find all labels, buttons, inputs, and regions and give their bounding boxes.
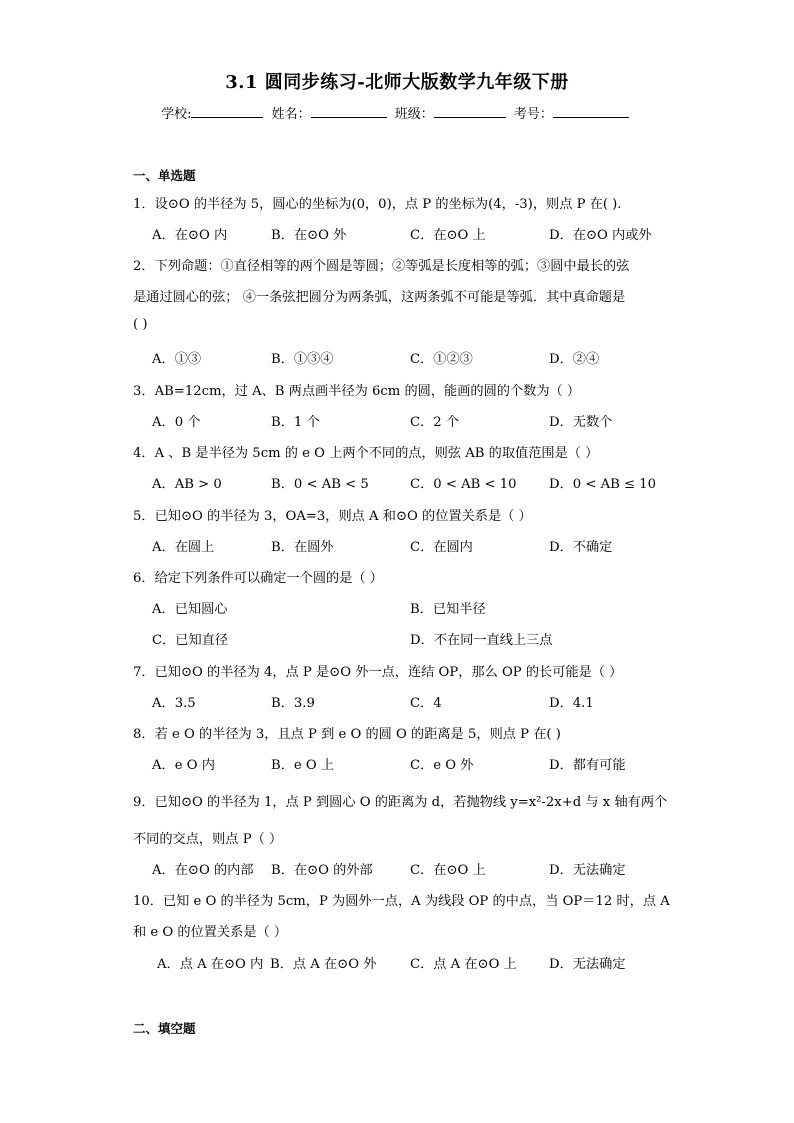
question-9-option-b[interactable]: B．在⊙O 的外部 — [271, 863, 373, 878]
question-10-stem-line-2: 和 e O 的位置关系是（ ） — [133, 925, 288, 940]
question-10-option-a[interactable]: A．点 A 在⊙O 内 — [157, 957, 264, 972]
question-6-option-c[interactable]: C．已知直径 — [152, 633, 229, 648]
question-2-stem-line-1: 2．下列命题：①直径相等的两个圆是等圆；②等弧是长度相等的弧；③圆中最长的弦 — [133, 259, 630, 274]
question-8-option-a[interactable]: A．e O 内 — [152, 758, 215, 773]
question-4-option-d[interactable]: D．0 < AB ≤ 10 — [549, 477, 657, 492]
question-7-option-c[interactable]: C．4 — [410, 696, 442, 711]
question-6-option-b[interactable]: B．已知半径 — [410, 602, 486, 617]
section-heading-fill-in: 二、填空题 — [133, 1021, 196, 1036]
question-9-option-d[interactable]: D．无法确定 — [549, 863, 626, 878]
question-4-stem: 4．A 、B 是半径为 5cm 的 e O 上两个不同的点，则弦 AB 的取值范围是（ ） — [133, 446, 599, 461]
question-6-stem: 6．给定下列条件可以确定一个圆的是（ ） — [133, 571, 383, 586]
question-2-stem-line-3: ( ) — [133, 317, 148, 332]
question-2-option-a[interactable]: A．①③ — [152, 352, 202, 367]
question-7-option-b[interactable]: B．3.9 — [271, 696, 315, 711]
question-4-option-a[interactable]: A．AB > 0 — [152, 477, 222, 492]
question-3-stem: 3．AB=12cm，过 A、B 两点画半径为 6cm 的圆，能画的圆的个数为（ ） — [133, 384, 581, 399]
question-7-option-d[interactable]: D．4.1 — [549, 696, 594, 711]
question-7-stem: 7．已知⊙O 的半径为 4，点 P 是⊙O 外一点，连结 OP，那么 OP 的长可能是（ ） — [133, 665, 623, 680]
question-2-option-d[interactable]: D．②④ — [549, 352, 600, 367]
question-3-option-a[interactable]: A．0 个 — [152, 415, 201, 430]
question-1-option-c[interactable]: C．在⊙O 上 — [410, 228, 486, 243]
question-4-option-c[interactable]: C．0 < AB < 10 — [410, 477, 517, 492]
name-label: 姓名： — [271, 107, 311, 122]
question-1-option-b[interactable]: B．在⊙O 外 — [271, 228, 347, 243]
question-10-option-d[interactable]: D．无法确定 — [549, 957, 626, 972]
question-1-option-d[interactable]: D．在⊙O 内或外 — [549, 228, 652, 243]
question-5-stem: 5．已知⊙O 的半径为 3，OA=3，则点 A 和⊙O 的位置关系是（ ） — [133, 509, 532, 524]
question-5-option-b[interactable]: B．在圆外 — [271, 540, 334, 555]
question-8-option-c[interactable]: C．e O 外 — [410, 758, 474, 773]
question-5-option-d[interactable]: D．不确定 — [549, 540, 613, 555]
class-blank[interactable] — [434, 105, 506, 118]
number-blank[interactable] — [553, 105, 629, 118]
question-2-stem-line-2: 是通过圆心的弦； ④一条弦把圆分为两条弧，这两条弧不可能是等弧．其中真命题是 — [133, 290, 626, 305]
school-blank[interactable] — [191, 105, 263, 118]
question-2-option-b[interactable]: B．①③④ — [271, 352, 334, 367]
question-3-option-b[interactable]: B．1 个 — [271, 415, 320, 430]
number-label: 考号： — [513, 107, 553, 122]
question-8-option-b[interactable]: B．e O 上 — [271, 758, 335, 773]
question-5-option-c[interactable]: C．在圆内 — [410, 540, 473, 555]
question-1-stem: 1．设⊙O 的半径为 5，圆心的坐标为(0，0)，点 P 的坐标为(4，-3)，则点 P 在( ). — [133, 197, 622, 212]
question-6-option-a[interactable]: A．已知圆心 — [152, 602, 228, 617]
question-10-option-b[interactable]: B．点 A 在⊙O 外 — [270, 957, 377, 972]
section-heading-single-choice: 一、单选题 — [133, 168, 196, 183]
question-8-option-d[interactable]: D．都有可能 — [549, 758, 626, 773]
name-blank[interactable] — [311, 105, 387, 118]
question-8-stem: 8．若 e O 的半径为 3，且点 P 到 e O 的圆 O 的距离是 5，则点 P 在( ) — [133, 727, 561, 742]
question-4-option-b[interactable]: B．0 < AB < 5 — [271, 477, 369, 492]
question-9-stem-line-2: 不同的交点，则点 P（ ） — [133, 832, 283, 847]
question-7-option-a[interactable]: A．3.5 — [152, 696, 196, 711]
question-1-option-a[interactable]: A．在⊙O 内 — [152, 228, 228, 243]
question-10-stem-line-1: 10．已知 e O 的半径为 5cm，P 为圆外一点，A 为线段 OP 的中点，当 OP＝12 时，点 A — [133, 894, 670, 909]
school-label: 学校: — [161, 107, 192, 122]
question-3-option-d[interactable]: D．无数个 — [549, 415, 613, 430]
page-title: 3.1 圆同步练习-北师大版数学九年级下册 — [225, 72, 569, 93]
question-9-option-c[interactable]: C．在⊙O 上 — [410, 863, 486, 878]
question-5-option-a[interactable]: A．在圆上 — [152, 540, 215, 555]
question-6-option-d[interactable]: D．不在同一直线上三点 — [410, 633, 553, 648]
question-9-option-a[interactable]: A．在⊙O 的内部 — [152, 863, 254, 878]
question-2-option-c[interactable]: C．①②③ — [410, 352, 473, 367]
class-label: 班级： — [394, 107, 434, 122]
question-10-option-c[interactable]: C．点 A 在⊙O 上 — [410, 957, 517, 972]
question-3-option-c[interactable]: C．2 个 — [410, 415, 460, 430]
question-9-stem-line-1: 9．已知⊙O 的半径为 1，点 P 到圆心 O 的距离为 d，若抛物线 y=x²-2x+d 与 x 轴有两个 — [133, 795, 668, 810]
student-info-line — [0, 103, 794, 122]
